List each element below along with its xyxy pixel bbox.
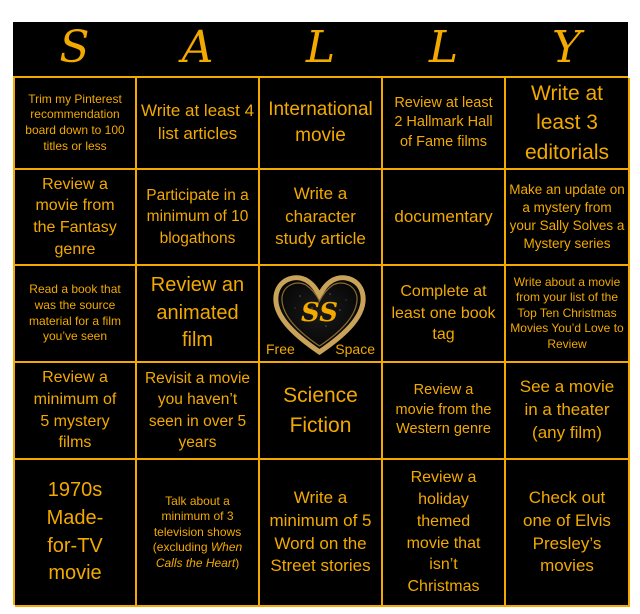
cell-text: Trim my Pinterest recommendation board down to 100 titles or less xyxy=(25,91,125,153)
cell-text-italic: When Calls the Heart xyxy=(155,540,243,570)
header-letter-a: A xyxy=(181,22,214,73)
cell-text: Review at least 2 Hallmark Hall of Fame films xyxy=(394,94,493,150)
bingo-cell-r5c3[interactable] xyxy=(260,460,383,607)
cell-text: Review a movie from the Western genre xyxy=(395,382,492,438)
cell-text: Write at least 4 list articles xyxy=(140,101,255,143)
bingo-cell-r1c2[interactable] xyxy=(137,78,260,170)
cell-text: Write a minimum of 5 Word on the Street stories xyxy=(269,487,372,576)
cell-text: Science Fiction xyxy=(283,384,358,437)
cell-text: 1970s Made-for-TV movie xyxy=(46,479,104,585)
header-letter-l2: L xyxy=(428,22,459,73)
bingo-cell-r4c4[interactable] xyxy=(383,363,506,460)
cell-text: International movie xyxy=(268,98,373,146)
bingo-cell-r1c1[interactable] xyxy=(15,78,137,170)
cell-text: Write about a movie from your list of the Top Ten Christmas Movies You’d Love to Review xyxy=(510,274,624,351)
cell-text: Review a holiday themed movie that isn’t Christmas xyxy=(406,469,481,595)
bingo-cell-r2c5[interactable] xyxy=(506,170,630,266)
bingo-cell-r4c2[interactable] xyxy=(137,363,260,460)
bingo-cell-r5c4[interactable] xyxy=(383,460,506,607)
header-letter-l1: L xyxy=(305,22,336,73)
cell-text: Complete at least one book tag xyxy=(391,282,496,344)
cell-text: See a movie in a theater (any film) xyxy=(519,377,615,442)
bingo-cell-r4c5[interactable] xyxy=(506,363,630,460)
cell-text: Review an animated film xyxy=(150,274,245,352)
bingo-cell-r1c3[interactable] xyxy=(260,78,383,170)
bingo-cell-r2c1[interactable] xyxy=(15,170,137,266)
bingo-cell-r2c2[interactable] xyxy=(137,170,260,266)
bingo-cell-r1c4[interactable] xyxy=(383,78,506,170)
cell-text: Write at least 3 editorials xyxy=(524,81,610,164)
cell-text: Revisit a movie you haven’t seen in over 5 years xyxy=(144,369,251,451)
space-label: Space xyxy=(335,341,375,357)
bingo-cell-r5c5[interactable] xyxy=(506,460,630,607)
bingo-cell-r2c4[interactable] xyxy=(383,170,506,266)
cell-text: Make an update on a mystery from your Sally Solves a Mystery series xyxy=(509,182,625,251)
bingo-cell-r3c1[interactable] xyxy=(15,266,137,363)
bingo-cell-r3c4[interactable] xyxy=(383,266,506,363)
cell-text: Review a minimum of 5 mystery films xyxy=(33,369,117,452)
free-space-cell[interactable] xyxy=(260,266,383,363)
cell-text xyxy=(145,494,250,572)
free-label: Free xyxy=(266,341,295,357)
bingo-cell-r1c5[interactable] xyxy=(506,78,630,170)
cell-text: Participate in a minimum of 10 blogathons xyxy=(146,186,249,247)
bingo-cell-r2c3[interactable] xyxy=(260,170,383,266)
bingo-cell-r4c3[interactable] xyxy=(260,363,383,460)
cell-text-end: ) xyxy=(235,555,240,570)
header-letter-s: S xyxy=(59,22,90,73)
cell-text: Check out one of Elvis Presley’s movies xyxy=(523,487,611,576)
cell-text-main: Talk about a minimum of 3 television shows (excluding xyxy=(152,493,242,555)
cell-text: Write a character study article xyxy=(275,183,366,249)
bingo-cell-r5c1[interactable] xyxy=(15,460,137,607)
logo-monogram: SS xyxy=(301,298,338,328)
cell-text: documentary xyxy=(394,206,493,226)
bingo-cell-r5c2[interactable] xyxy=(137,460,260,607)
bingo-cell-r3c2[interactable] xyxy=(137,266,260,363)
cell-text: Review a movie from the Fantasy genre xyxy=(33,175,117,258)
cell-text: Read a book that was the source material for a film you’ve seen xyxy=(28,282,122,344)
bingo-grid xyxy=(13,76,628,605)
bingo-board xyxy=(13,22,628,605)
bingo-cell-r4c1[interactable] xyxy=(15,363,137,460)
header-letter-y: Y xyxy=(551,22,582,73)
board-header xyxy=(13,22,628,74)
bingo-cell-r3c5[interactable] xyxy=(506,266,630,363)
